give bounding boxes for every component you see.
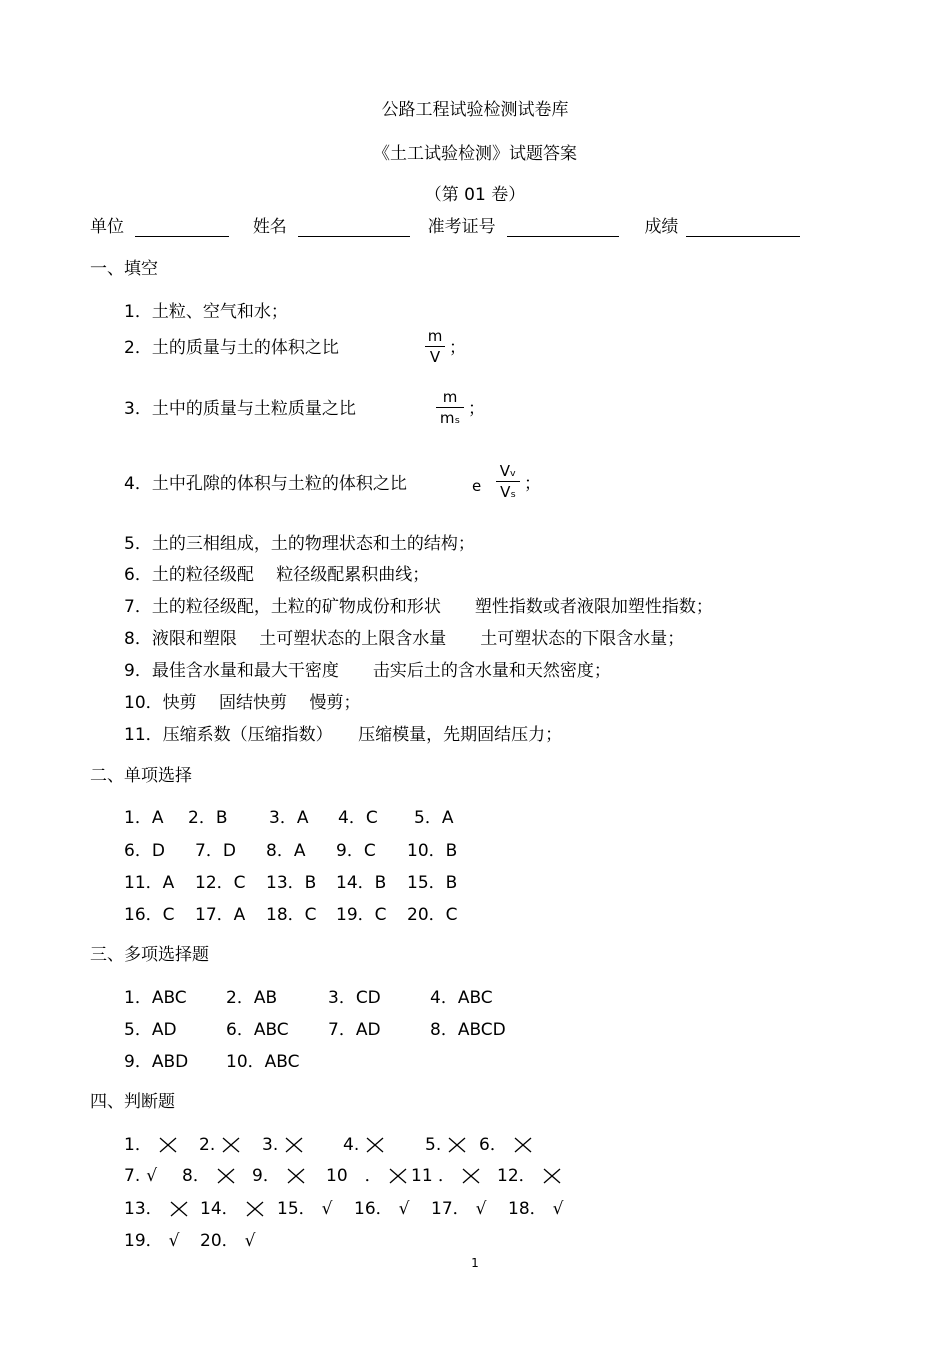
single-choice-answer: 19．C — [336, 905, 387, 925]
true-false-answer — [200, 1199, 265, 1219]
score-blank — [686, 218, 800, 237]
formula-denominator: V — [429, 348, 441, 366]
fill-item: 9．最佳含水量和最大干密度 击实后土的含水量和天然密度； — [124, 661, 611, 681]
true-false-answer — [431, 1199, 486, 1219]
fill-item: 4．土中孔隙的体积与土粒的体积之比 — [124, 474, 407, 494]
check-mark-icon: √ — [244, 1231, 256, 1251]
fill-item: 2．土的质量与土的体积之比 — [124, 338, 339, 358]
true-false-answer — [425, 1135, 467, 1155]
single-choice-answer: 11．A — [124, 873, 175, 893]
true-false-answer — [182, 1166, 236, 1186]
single-choice-answer: 6．D — [124, 841, 165, 861]
unit-label: 单位 — [90, 217, 124, 237]
multiple-choice-answer: 9．ABD — [124, 1052, 189, 1072]
fraction-bar — [436, 407, 464, 408]
question-number: 20． — [200, 1231, 239, 1251]
section-heading: 二、单项选择 — [90, 766, 192, 786]
single-choice-answer: 3．A — [269, 808, 309, 828]
single-choice-answer: 14．B — [336, 873, 387, 893]
multiple-choice-answer: 8．ABCD — [430, 1020, 506, 1040]
fill-item: 10．快剪 固结快剪 慢剪； — [124, 693, 361, 713]
section-heading: 一、填空 — [90, 259, 158, 279]
question-number: 2. — [199, 1135, 216, 1155]
name-label: 姓名 — [252, 217, 287, 237]
cross-mark-icon — [245, 1200, 265, 1218]
check-mark-icon: √ — [398, 1199, 410, 1219]
fill-item: 7．土的粒径级配，土粒的矿物成份和形状 塑性指数或者液限加塑性指数； — [124, 597, 713, 617]
single-choice-answer: 12．C — [195, 873, 246, 893]
document-subtitle: 《土工试验检测》试题答案 — [373, 144, 577, 164]
multiple-choice-answer: 10．ABC — [226, 1052, 300, 1072]
question-number: 13． — [124, 1199, 163, 1219]
cross-mark-icon — [286, 1167, 306, 1185]
cross-mark-icon — [388, 1167, 408, 1185]
true-false-answer — [497, 1166, 562, 1186]
check-mark-icon: √ — [475, 1199, 487, 1219]
cross-mark-icon — [513, 1136, 533, 1154]
question-number: 15． — [277, 1199, 316, 1219]
true-false-answer — [252, 1166, 306, 1186]
question-number: 6． — [479, 1135, 507, 1155]
page-number: 1 — [471, 1256, 479, 1270]
multiple-choice-answer: 3．CD — [328, 988, 381, 1008]
formula-suffix: ； — [449, 338, 466, 358]
exam-no-label: 准考证号 — [427, 217, 496, 237]
fill-item: 6．土的粒径级配 粒径级配累积曲线； — [124, 565, 430, 585]
cross-mark-icon — [158, 1136, 178, 1154]
true-false-answer — [411, 1166, 481, 1186]
question-number: 19． — [124, 1231, 163, 1251]
single-choice-answer: 10．B — [407, 841, 458, 861]
formula-denominator: Vₛ — [500, 483, 516, 501]
name-blank — [298, 218, 410, 237]
single-choice-answer: 17．A — [195, 905, 246, 925]
true-false-answer — [200, 1231, 255, 1251]
question-number: 1． — [124, 1135, 152, 1155]
question-number: 5. — [425, 1135, 442, 1155]
fill-item: 11．压缩系数（压缩指数） 压缩模量，先期固结压力； — [124, 725, 563, 745]
density-formula — [425, 327, 445, 366]
check-mark-icon: √ — [146, 1166, 158, 1186]
unit-blank — [135, 218, 229, 237]
question-number: 18． — [508, 1199, 547, 1219]
cross-mark-icon — [447, 1136, 467, 1154]
cross-mark-icon — [542, 1167, 562, 1185]
true-false-answer — [124, 1199, 189, 1219]
fill-item: 8．液限和塑限 土可塑状态的上限含水量 土可塑状态的下限含水量； — [124, 629, 685, 649]
single-choice-answer: 7．D — [195, 841, 236, 861]
single-choice-answer: 9．C — [336, 841, 376, 861]
single-choice-answer: 4．C — [338, 808, 378, 828]
question-number: 7. — [124, 1166, 141, 1186]
true-false-answer — [479, 1135, 533, 1155]
fill-item: 1．土粒、空气和水； — [124, 302, 288, 322]
true-false-answer — [199, 1135, 241, 1155]
single-choice-answer: 18．C — [266, 905, 317, 925]
score-label: 成绩 — [644, 217, 679, 237]
section-heading: 三、多项选择题 — [90, 945, 209, 965]
single-choice-answer: 20．C — [407, 905, 458, 925]
fraction-bar — [496, 481, 520, 482]
section-heading: 四、判断题 — [90, 1092, 175, 1112]
single-choice-answer: 16．C — [124, 905, 175, 925]
formula-numerator: m — [442, 388, 458, 406]
true-false-answer — [262, 1135, 304, 1155]
formula-suffix: ； — [524, 474, 541, 494]
formula-denominator: mₛ — [439, 409, 461, 427]
single-choice-answer: 2．B — [188, 808, 228, 828]
exam-no-blank — [507, 218, 619, 237]
question-number: 14． — [200, 1199, 239, 1219]
question-number: 4. — [343, 1135, 360, 1155]
true-false-answer — [326, 1166, 408, 1186]
formula-numerator: m — [427, 327, 443, 345]
single-choice-answer: 15．B — [407, 873, 458, 893]
question-number: 8． — [182, 1166, 210, 1186]
cross-mark-icon — [169, 1200, 189, 1218]
multiple-choice-answer: 4．ABC — [430, 988, 493, 1008]
true-false-answer — [277, 1199, 332, 1219]
true-false-answer — [508, 1199, 563, 1219]
fill-item: 3．土中的质量与土粒质量之比 — [124, 399, 356, 419]
single-choice-answer: 1．A — [124, 808, 164, 828]
single-choice-answer: 5．A — [414, 808, 454, 828]
cross-mark-icon — [221, 1136, 241, 1154]
question-number: 9． — [252, 1166, 280, 1186]
true-false-answer — [124, 1135, 178, 1155]
true-false-answer — [354, 1199, 409, 1219]
true-false-answer — [124, 1231, 179, 1251]
multiple-choice-answer: 6．ABC — [226, 1020, 289, 1040]
multiple-choice-answer: 2．AB — [226, 988, 278, 1008]
formula-numerator: Vᵥ — [499, 462, 517, 480]
question-number: 3. — [262, 1135, 279, 1155]
void-ratio-formula — [496, 462, 520, 501]
single-choice-answer: 13．B — [266, 873, 317, 893]
cross-mark-icon — [365, 1136, 385, 1154]
multiple-choice-answer: 5．AD — [124, 1020, 177, 1040]
question-number: 11 ． — [411, 1166, 456, 1186]
check-mark-icon: √ — [552, 1199, 564, 1219]
question-number: 10 ． — [326, 1166, 382, 1186]
single-choice-answer: 8．A — [266, 841, 306, 861]
cross-mark-icon — [216, 1167, 236, 1185]
fill-item: 5．土的三相组成，土的物理状态和土的结构； — [124, 534, 475, 554]
fraction-bar — [425, 346, 445, 347]
cross-mark-icon — [461, 1167, 481, 1185]
true-false-answer — [343, 1135, 385, 1155]
question-number: 16． — [354, 1199, 393, 1219]
check-mark-icon: √ — [321, 1199, 333, 1219]
question-number: 12． — [497, 1166, 536, 1186]
formula-suffix: ； — [468, 399, 485, 419]
water-content-formula — [436, 388, 464, 427]
cross-mark-icon — [284, 1136, 304, 1154]
formula-prefix: e — [472, 477, 482, 495]
multiple-choice-answer: 1．ABC — [124, 988, 187, 1008]
info-fields-row — [90, 217, 800, 237]
true-false-answer — [124, 1166, 157, 1186]
question-number: 17． — [431, 1199, 470, 1219]
check-mark-icon: √ — [168, 1231, 180, 1251]
multiple-choice-answer: 7．AD — [328, 1020, 381, 1040]
volume-label: （第 01 卷） — [424, 185, 526, 205]
document-title: 公路工程试验检测试卷库 — [381, 100, 569, 120]
